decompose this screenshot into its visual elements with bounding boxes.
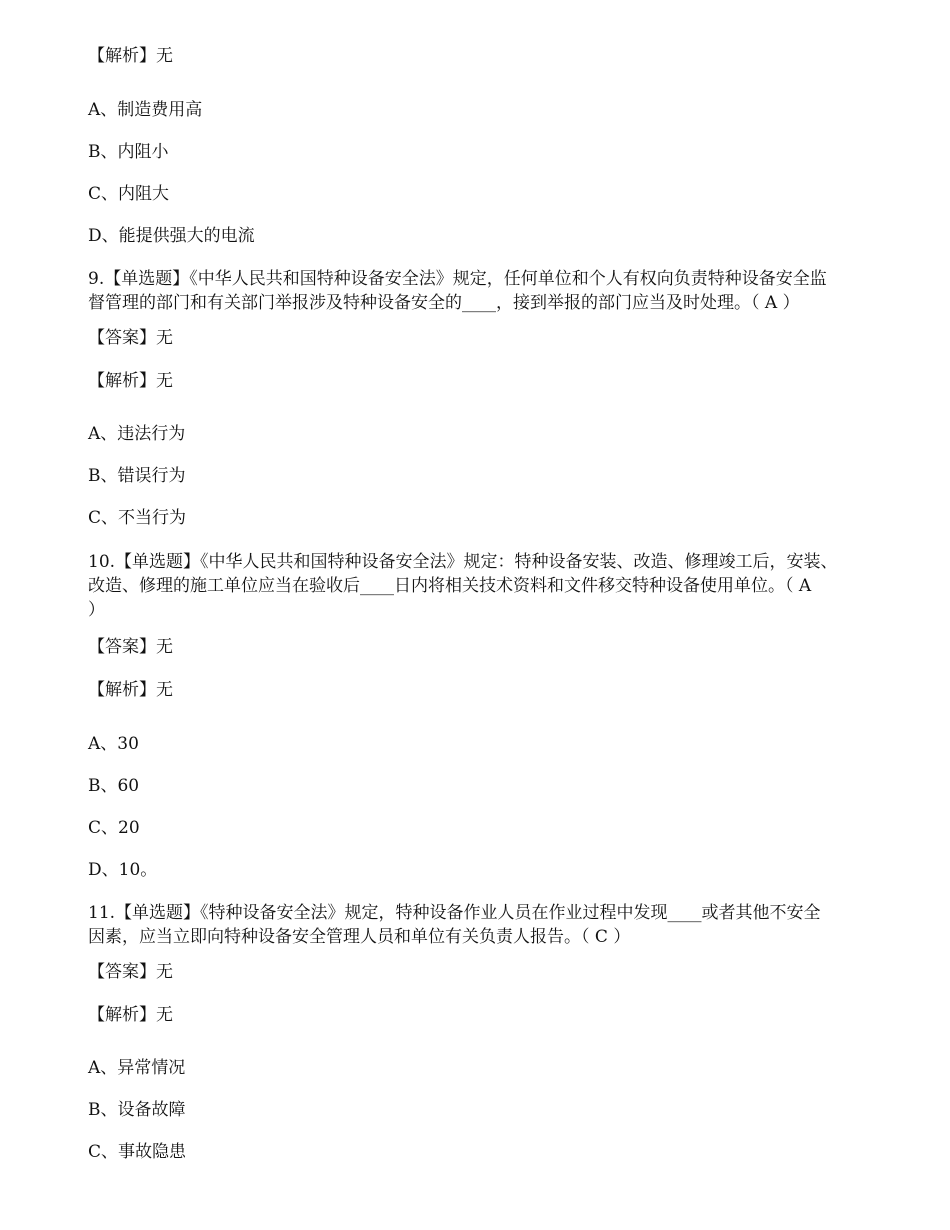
option-c: C、20 [88,818,140,838]
question-text-line: 11.【单选题】《特种设备安全法》规定，特种设备作业人员在作业过程中发现____或者其他不安全 [88,903,821,923]
option-a: A、异常情况 [88,1058,186,1078]
option-c: C、不当行为 [88,508,187,528]
analysis-text: 【解析】无 [88,1005,173,1025]
option-b: B、内阻小 [88,142,169,162]
answer-text: 【答案】无 [88,328,173,348]
option-d: D、能提供强大的电流 [88,226,255,246]
option-c: C、内阻大 [88,184,170,204]
analysis-text: 【解析】无 [88,371,173,391]
option-a: A、违法行为 [88,424,186,444]
question-10 [88,550,908,622]
option-a: A、制造费用高 [88,100,203,120]
question-text-line: ） [88,600,105,620]
answer-text: 【答案】无 [88,637,173,657]
question-9 [88,267,908,315]
question-text-line: 9.【单选题】《中华人民共和国特种设备安全法》规定，任何单位和个人有权向负责特种设备安全监 [88,269,827,289]
option-c: C、事故隐患 [88,1142,187,1162]
answer-text: 【答案】无 [88,962,173,982]
option-a: A、30 [88,734,139,754]
question-text-line: 10.【单选题】《中华人民共和国特种设备安全法》规定：特种设备安装、改造、修理竣工后，安装、 [88,552,838,572]
option-b: B、设备故障 [88,1100,186,1120]
question-11 [88,901,908,949]
analysis-text: 【解析】无 [88,680,173,700]
analysis-text: 【解析】无 [88,46,173,66]
option-d: D、10。 [88,860,158,880]
option-b: B、错误行为 [88,466,186,486]
question-text-line: 改造、修理的施工单位应当在验收后____日内将相关技术资料和文件移交特种设备使用单位。（ A [88,576,812,596]
option-b: B、60 [88,776,140,796]
question-text-line: 因素，应当立即向特种设备安全管理人员和单位有关负责人报告。（ C ） [88,927,631,947]
question-text-line: 督管理的部门和有关部门举报涉及特种设备安全的____，接到举报的部门应当及时处理。（ A ） [88,293,800,313]
